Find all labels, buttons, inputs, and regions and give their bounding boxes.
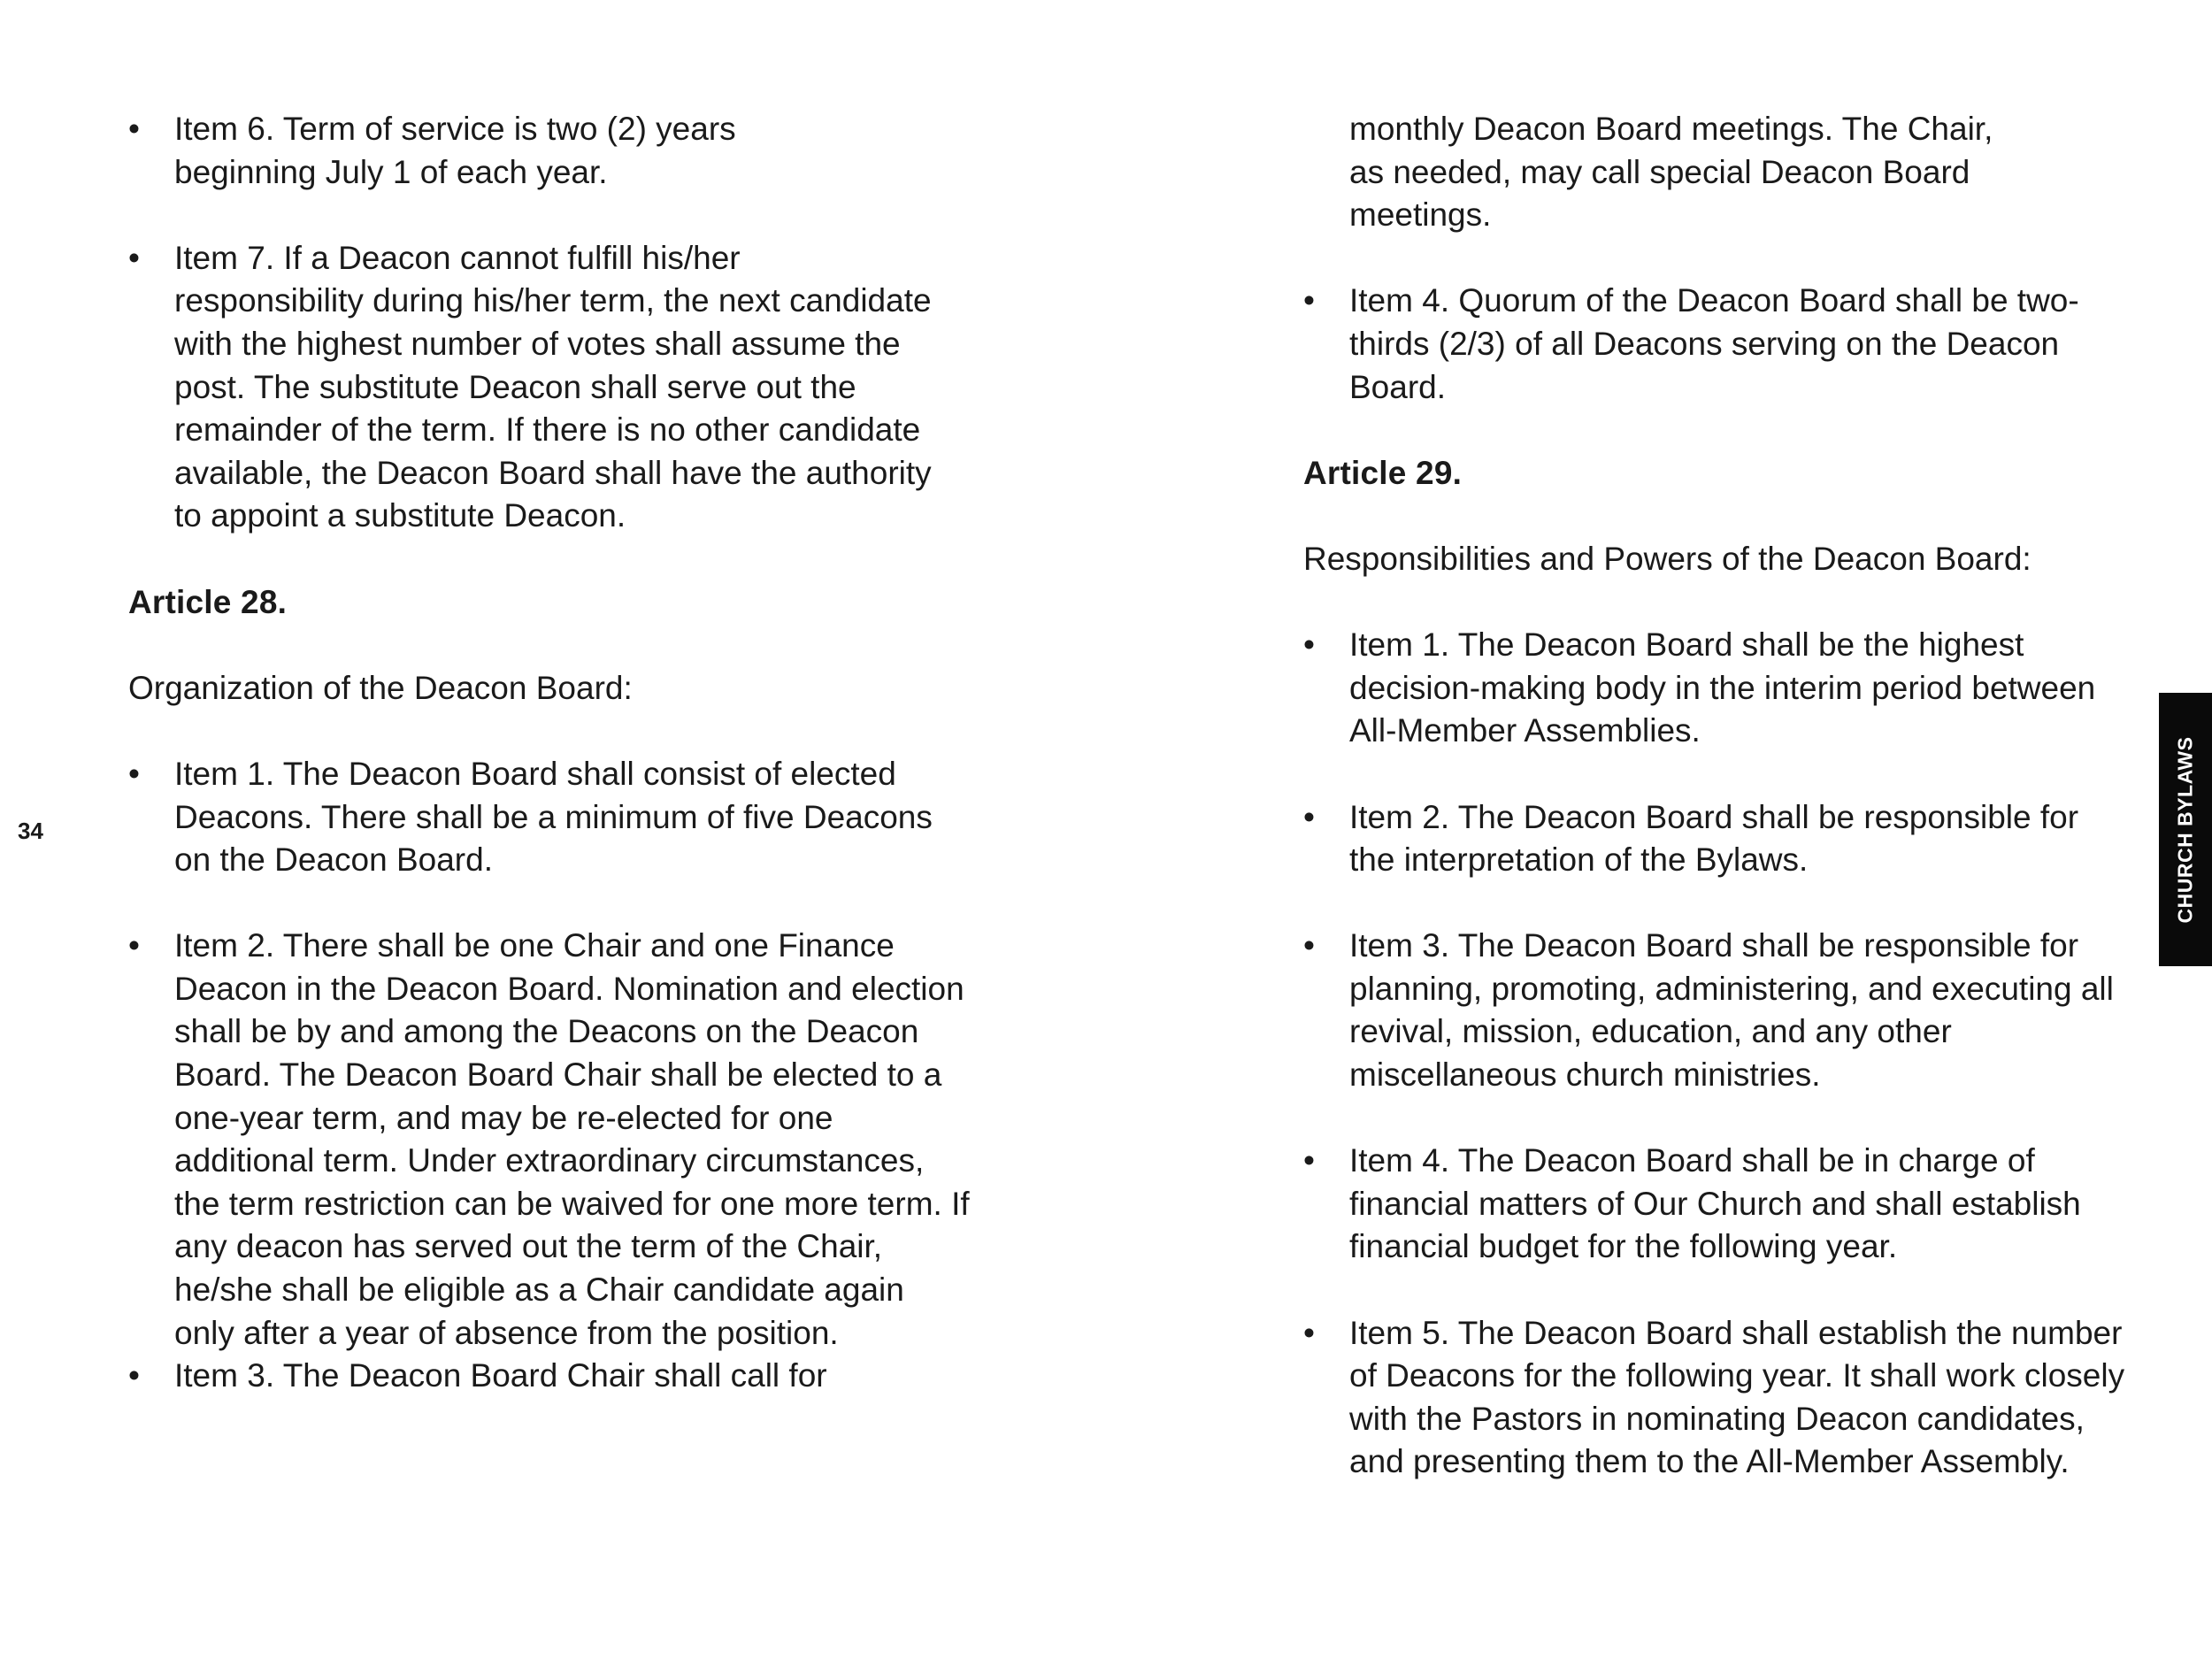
list-item-text: Item 6. Term of service is two (2) years beginning July 1 of each year. xyxy=(174,111,736,190)
bullet-icon: • xyxy=(128,1357,140,1394)
section-tab-label: CHURCH BYLAWS xyxy=(2173,736,2197,923)
list-item xyxy=(1303,796,2128,882)
list-item-text: Item 1. The Deacon Board shall consist of elected Deacons. There shall be a minimum of five Deacons on the Deacon Board. xyxy=(174,755,933,879)
list-item-text: Item 4. The Deacon Board shall be in charge of financial matters of Our Church and shall establish financial budget for the following year. xyxy=(1349,1142,2081,1265)
list-item-text: Item 2. The Deacon Board shall be responsible for the interpretation of the Bylaws. xyxy=(1349,798,2079,879)
list-item-text: Item 1. The Deacon Board shall be the highest decision-making body in the interim period between All-Member Assemblies. xyxy=(1349,626,2096,749)
article-heading: Article 28. xyxy=(128,583,288,620)
page-number: 34 xyxy=(18,818,43,844)
continued-text: monthly Deacon Board meetings. The Chair, as needed, may call special Deacon Board meetings. xyxy=(1349,111,1993,234)
list-item xyxy=(1303,624,2110,753)
bullet-icon: • xyxy=(1303,1142,1315,1179)
bullet-icon: • xyxy=(128,927,140,964)
list-item xyxy=(128,237,935,538)
bullet-icon: • xyxy=(128,239,140,276)
article-intro: Organization of the Deacon Board: xyxy=(128,669,633,706)
section-tab xyxy=(2159,693,2212,966)
bullet-icon: • xyxy=(1303,927,1315,964)
bullet-icon: • xyxy=(1303,626,1315,664)
bullet-icon: • xyxy=(1303,798,1315,835)
left-column xyxy=(128,108,970,1440)
list-item-text: Item 3. The Deacon Board Chair shall call for xyxy=(174,1357,827,1394)
list-item xyxy=(1303,1140,2146,1269)
list-item-text: Item 4. Quorum of the Deacon Board shall be two-thirds (2/3) of all Deacons serving on the Deacon Board. xyxy=(1349,282,2079,405)
bullet-icon: • xyxy=(1303,1314,1315,1351)
article-heading: Article 29. xyxy=(1303,454,1463,491)
bullet-icon: • xyxy=(128,111,140,147)
list-item-text: Item 7. If a Deacon cannot fulfill his/her responsibility during his/her term, the next candidate with the highest number of votes shall assume the post. The substitute Deacon shall serve out the remainder of the term. If there is no other candidate available, the Deacon Board shall have the authority to appoint a substitute Deacon. xyxy=(174,239,932,534)
bullet-icon: • xyxy=(1303,282,1315,319)
list-item xyxy=(1303,1312,2128,1484)
list-item xyxy=(128,108,847,194)
list-item xyxy=(1303,925,2128,1096)
list-item-text: Item 3. The Deacon Board shall be responsible for planning, promoting, administering, and executing all revival, mission, education, and any other miscellaneous church ministries. xyxy=(1349,927,2114,1094)
list-item-text: Item 5. The Deacon Board shall establish the number of Deacons for the following year. It shall work closely with the Pastors in nominating Deacon candidates, and presenting them to the All-Member Assembly. xyxy=(1349,1314,2125,1480)
list-item xyxy=(128,925,971,1355)
list-item xyxy=(128,753,935,882)
list-item xyxy=(128,1355,971,1398)
article-intro: Responsibilities and Powers of the Deacon Board: xyxy=(1303,540,2032,577)
right-column xyxy=(1303,108,2125,1527)
bullet-icon: • xyxy=(128,755,140,792)
list-item-text: Item 2. There shall be one Chair and one Finance Deacon in the Deacon Board. Nomination and election shall be by and among the Deacons on the Deacon Board. The Deacon Board Chair shall be elected to a one-year term, and may be re-elected for one additional term. Under extraordinary circumstances, the term restriction can be waived for one more term. If any deacon has served out the term of the Chair, he/she shall be eligible as a Chair candidate again only after a year of absence from the position. xyxy=(174,927,970,1351)
list-item xyxy=(1303,280,2110,409)
